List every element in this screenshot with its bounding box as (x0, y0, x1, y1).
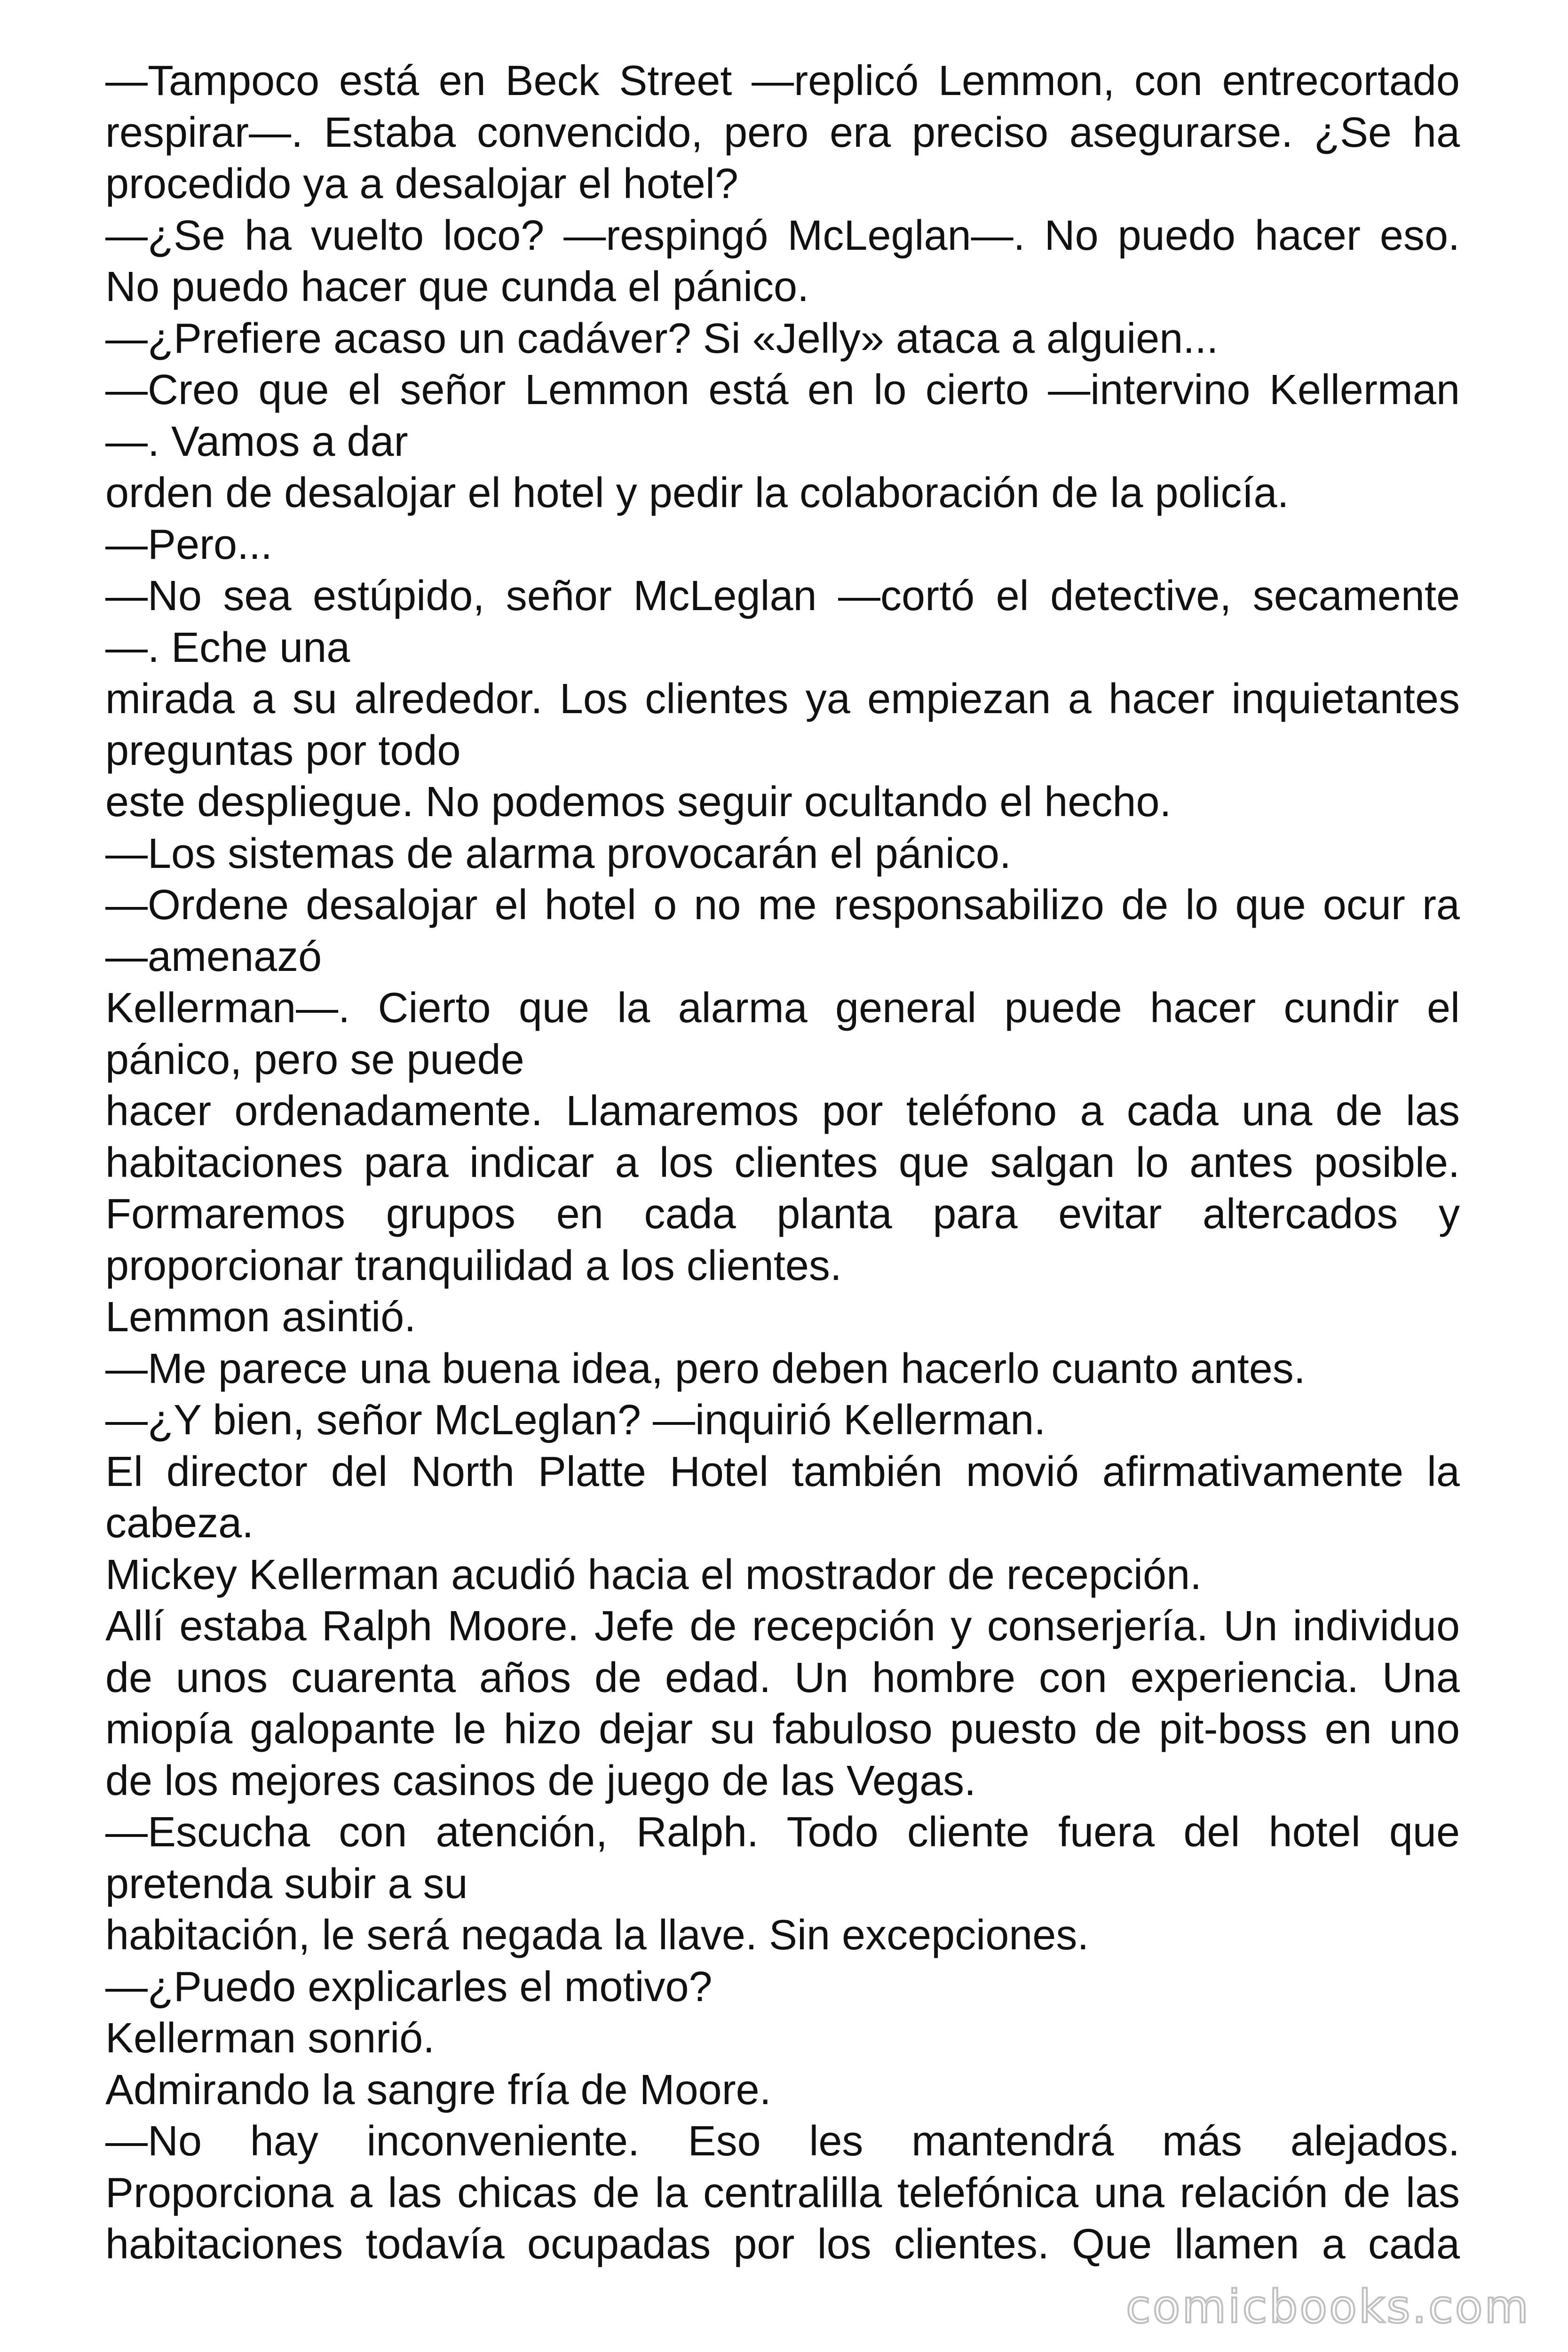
text-line: cabeza. (105, 1500, 254, 1547)
text-line: —. Vamos a dar (105, 418, 408, 465)
text-line: proporcionar tranquilidad a los clientes. (105, 1242, 842, 1289)
text-line: miopía galopante le hizo dejar su fabuloso puesto de pit-boss en uno (105, 1706, 1460, 1753)
text-line: pretenda subir a su (105, 1860, 468, 1907)
text-line: hacer ordenadamente. Llamaremos por teléfono a cada una de las (105, 1088, 1460, 1135)
text-line: Kellerman—. Cierto que la alarma general puede hacer cundir el (105, 985, 1460, 1032)
text-line: preguntas por todo (105, 727, 461, 774)
text-line: orden de desalojar el hotel y pedir la colaboración de la policía. (105, 469, 1289, 516)
text-line: habitaciones para indicar a los clientes que salgan lo antes posible. (105, 1139, 1460, 1186)
text-line: —Escucha con atención, Ralph. Todo cliente fuera del hotel que (105, 1809, 1460, 1856)
text-line: —¿Y bien, señor McLeglan? —inquirió Kellerman. (105, 1397, 1046, 1444)
text-line: mirada a su alrededor. Los clientes ya empiezan a hacer inquietantes (105, 675, 1460, 723)
text-line: —Creo que el señor Lemmon está en lo cierto —intervino Kellerman (105, 366, 1460, 413)
text-line: —Me parece una buena idea, pero deben hacerlo cuanto antes. (105, 1345, 1306, 1392)
text-line: —No sea estúpido, señor McLeglan —cortó el detective, secamente (105, 572, 1460, 620)
text-line: habitación, le será negada la llave. Sin excepciones. (105, 1912, 1089, 1959)
text-line: Admirando la sangre fría de Moore. (105, 2066, 771, 2114)
text-line: de unos cuarenta años de edad. Un hombre con experiencia. Una (105, 1654, 1460, 1701)
text-line: —Ordene desalojar el hotel o no me responsabilizo de lo que ocur ra (105, 882, 1460, 929)
text-line: Kellerman sonrió. (105, 2015, 435, 2062)
text-line: pánico, pero se puede (105, 1036, 524, 1083)
text-line: —¿Se ha vuelto loco? —respingó McLeglan—. No puedo hacer eso. (105, 212, 1460, 259)
document-page (105, 56, 1460, 2271)
text-line: Allí estaba Ralph Moore. Jefe de recepción y conserjería. Un individuo (105, 1603, 1460, 1650)
text-line: —No hay inconveniente. Eso les mantendrá más alejados. (105, 2118, 1460, 2165)
text-line: —Los sistemas de alarma provocarán el pánico. (105, 830, 1011, 877)
text-line: El director del North Platte Hotel también movió afirmativamente la (105, 1448, 1460, 1495)
text-line: —Tampoco está en Beck Street —replicó Lemmon, con entrecortado (105, 57, 1460, 104)
text-line: Proporciona a las chicas de la centralilla telefónica una relación de las (105, 2169, 1460, 2217)
text-line: respirar—. Estaba convencido, pero era preciso asegurarse. ¿Se ha (105, 109, 1460, 156)
text-line: —¿Prefiere acaso un cadáver? Si «Jelly» ataca a alguien... (105, 315, 1219, 362)
text-line: Mickey Kellerman acudió hacia el mostrador de recepción. (105, 1551, 1202, 1598)
text-line: —¿Puedo explicarles el motivo? (105, 1963, 713, 2010)
text-line: procedido ya a desalojar el hotel? (105, 160, 738, 207)
text-line: Lemmon asintió. (105, 1294, 416, 1341)
text-line: —. Eche una (105, 624, 350, 671)
text-line: —Pero... (105, 521, 273, 568)
watermark: comicbooks.com (1125, 2280, 1530, 2333)
text-line: este despliegue. No podemos seguir ocultando el hecho. (105, 779, 1172, 826)
text-line: No puedo hacer que cunda el pánico. (105, 263, 809, 310)
text-line: de los mejores casinos de juego de las Vegas. (105, 1757, 976, 1804)
text-line: habitaciones todavía ocupadas por los clientes. Que llamen a cada (105, 2221, 1460, 2268)
text-line: Formaremos grupos en cada planta para evitar altercados y (105, 1191, 1460, 1238)
text-line: —amenazó (105, 933, 322, 980)
